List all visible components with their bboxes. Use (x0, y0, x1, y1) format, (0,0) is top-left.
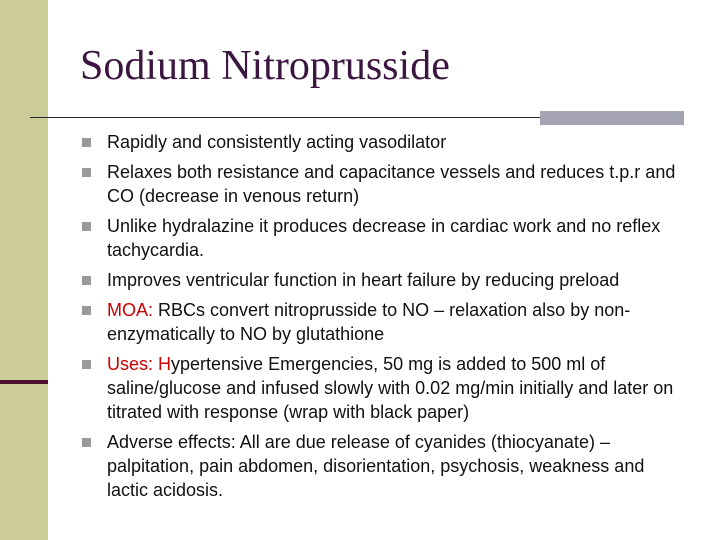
bullet-text: Unlike hydralazine it produces decrease in cardiac work and no reflex tachycardia. (107, 216, 661, 260)
bullet-text: RBCs convert nitroprusside to NO – relaxation also by non-enzymatically to NO by glutathione (107, 300, 631, 344)
square-bullet-icon (82, 222, 91, 231)
title-accent-bar (540, 111, 684, 125)
bullet-text: Adverse effects: All are due release of cyanides (thiocyanate) – palpitation, pain abdomen, disorientation, psychosis, weakness and lactic acidosis. (107, 432, 645, 500)
bullet-item (82, 430, 682, 502)
side-accent-bar (0, 0, 48, 540)
bullet-item (82, 298, 682, 346)
bullet-item (82, 160, 682, 208)
bullet-item (82, 352, 682, 424)
square-bullet-icon (82, 276, 91, 285)
bullet-item (82, 268, 682, 292)
bullet-text: Relaxes both resistance and capacitance vessels and reduces t.p.r and CO (decrease in venous return) (107, 162, 676, 206)
square-bullet-icon (82, 138, 91, 147)
bullet-item (82, 214, 682, 262)
bullet-list (82, 130, 682, 508)
bullet-label-uses: Uses: H (107, 354, 172, 374)
bullet-text: Improves ventricular function in heart failure by reducing preload (107, 270, 620, 290)
bullet-label-moa: MOA: (107, 300, 154, 320)
bullet-text: ypertensive Emergencies, 50 mg is added to 500 ml of saline/glucose and infused slowly with 0.02 mg/min initially and later on titrated with response (wrap with black paper) (107, 354, 674, 422)
square-bullet-icon (82, 168, 91, 177)
side-accent-stripe (0, 380, 48, 384)
square-bullet-icon (82, 438, 91, 447)
bullet-item (82, 130, 682, 154)
slide-title: Sodium Nitroprusside (80, 43, 450, 89)
square-bullet-icon (82, 306, 91, 315)
square-bullet-icon (82, 360, 91, 369)
bullet-text: Rapidly and consistently acting vasodilator (107, 132, 447, 152)
